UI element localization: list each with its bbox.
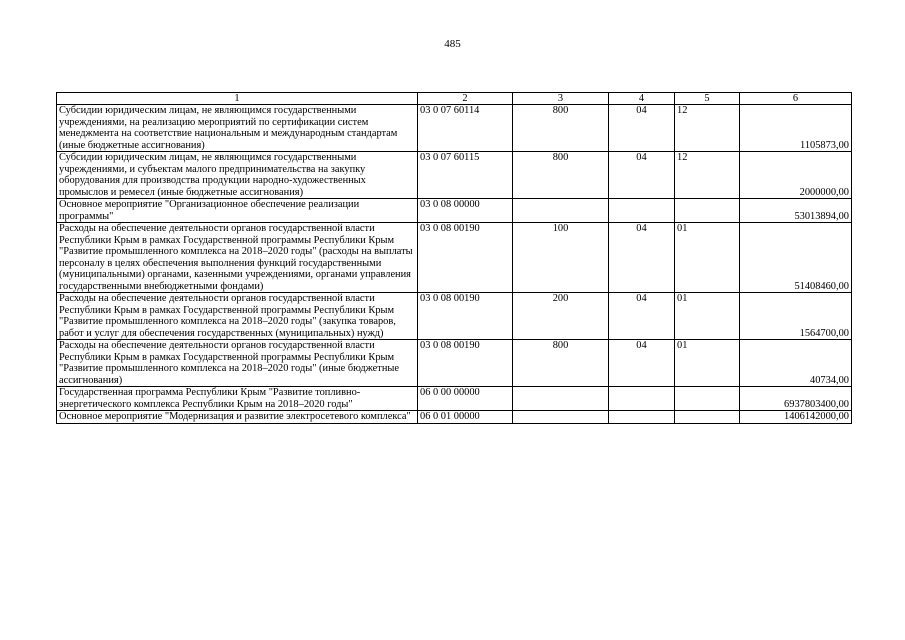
target-item-code: 03 0 08 00000 [418,199,513,223]
target-item-code: 06 0 00 00000 [418,387,513,411]
page-number: 485 [444,38,461,50]
amount: 1406142000,00 [740,411,852,424]
target-item-code: 06 0 01 00000 [418,411,513,424]
target-item-code: 03 0 08 00190 [418,340,513,387]
amount: 1105873,00 [740,105,852,152]
section-code: 04 [609,152,675,199]
table-row [57,387,852,411]
subsection-code: 01 [675,223,740,293]
table-row [57,223,852,293]
table-row [57,293,852,340]
row-description: Основное мероприятие "Организационное обеспечение реализации программы" [57,199,418,223]
table-row [57,199,852,223]
expense-type-code: 800 [513,340,609,387]
subsection-code [675,411,740,424]
subsection-code [675,387,740,411]
amount: 1564700,00 [740,293,852,340]
expense-type-code: 800 [513,105,609,152]
expense-type-code: 800 [513,152,609,199]
section-code: 04 [609,105,675,152]
budget-table [56,92,852,424]
row-description: Основное мероприятие "Модернизация и развитие электросетевого комплекса" [57,411,418,424]
table-row [57,340,852,387]
subsection-code [675,199,740,223]
amount: 40734,00 [740,340,852,387]
row-description: Расходы на обеспечение деятельности органов государственной власти Республики Крым в рамках Государственной программы Республики Крым "Развитие промышленного комплекса на 2018–2020 годы" (иные бюджетные ассигнования) [57,340,418,387]
row-description: Государственная программа Республики Крым "Развитие топливно-энергетического комплекса Республики Крым на 2018–2020 годы" [57,387,418,411]
target-item-code: 03 0 08 00190 [418,223,513,293]
column-number: 1 [57,93,418,105]
column-number: 2 [418,93,513,105]
target-item-code: 03 0 08 00190 [418,293,513,340]
subsection-code: 01 [675,340,740,387]
section-code [609,387,675,411]
section-code: 04 [609,340,675,387]
amount: 51408460,00 [740,223,852,293]
table-row [57,411,852,424]
expense-type-code [513,199,609,223]
column-number: 4 [609,93,675,105]
row-description: Расходы на обеспечение деятельности органов государственной власти Республики Крым в рамках Государственной программы Республики Крым "Развитие промышленного комплекса на 2018–2020 годы" (расходы на выплаты персоналу в целях обеспечения выполнения функций государственными (муниципальными) органами, казенными учреждениями, органами управления государственными внебюджетными фондами) [57,223,418,293]
row-description: Субсидии юридическим лицам, не являющимся государственными учреждениями, на реализацию мероприятий по сертификации систем менеджмента на соответствие национальным и международным стандартам (иные бюджетные ассигнования) [57,105,418,152]
expense-type-code: 100 [513,223,609,293]
section-code [609,199,675,223]
row-description: Расходы на обеспечение деятельности органов государственной власти Республики Крым в рамках Государственной программы Республики Крым "Развитие промышленного комплекса на 2018–2020 годы" (закупка товаров, работ и услуг для обеспечения государственных (муниципальных) нужд) [57,293,418,340]
row-description: Субсидии юридическим лицам, не являющимся государственными учреждениями, и субъектам малого предпринимательства на закупку оборудования для производства продукции народно-художественных промыслов и ремесел (иные бюджетные ассигнования) [57,152,418,199]
subsection-code: 01 [675,293,740,340]
section-code: 04 [609,223,675,293]
subsection-code: 12 [675,152,740,199]
amount: 2000000,00 [740,152,852,199]
target-item-code: 03 0 07 60114 [418,105,513,152]
column-number: 5 [675,93,740,105]
section-code [609,411,675,424]
column-number: 3 [513,93,609,105]
expense-type-code [513,387,609,411]
table-row [57,152,852,199]
target-item-code: 03 0 07 60115 [418,152,513,199]
expense-type-code [513,411,609,424]
amount: 6937803400,00 [740,387,852,411]
expense-type-code: 200 [513,293,609,340]
table-row [57,105,852,152]
section-code: 04 [609,293,675,340]
subsection-code: 12 [675,105,740,152]
column-number: 6 [740,93,852,105]
amount: 53013894,00 [740,199,852,223]
column-number-row [57,93,852,105]
